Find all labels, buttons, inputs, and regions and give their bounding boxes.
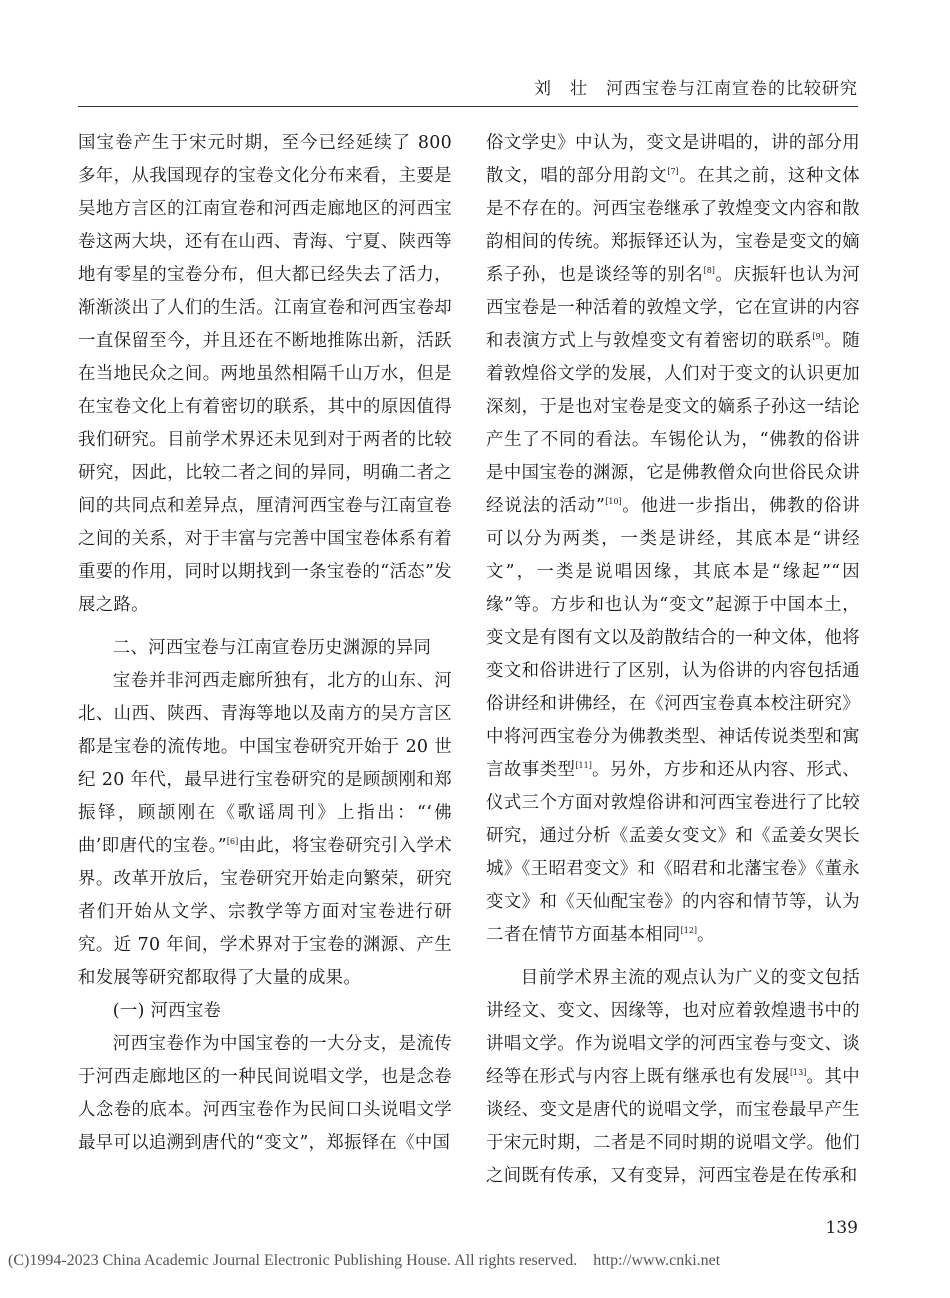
subsection-heading: (一) 河西宝卷 [112,1001,222,1021]
copyright-notice: (C)1994-2023 China Academic Journal Electronic Publishing House. All rights reserved. [8,1252,578,1269]
page-number: 139 [825,1218,858,1238]
footer [8,1252,950,1270]
left-column [78,127,452,1160]
citation-ref: [12] [680,926,698,935]
citation-ref: [9] [812,332,824,341]
header-title: 河西宝卷与江南宣卷的比较研究 [606,79,858,99]
header-author: 刘 壮 [534,79,588,99]
footer-link[interactable]: http://www.cnki.net [593,1252,721,1269]
citation-ref: [7] [667,167,679,176]
paragraph: 目前学术界主流的观点认为广义的变文包括讲经文、变文、因缘等，也对应着敦煌遗书中的讲唱文学。作为说唱文学的河西宝卷与变文、谈经等在形式与内容上既有继承也有发展[13]。其中谈经、变文是唐代的说唱文学，而宝卷最早产生于宋元时期，二者是不同时期的说唱文学。他们之间既有传承，又有变异，河西宝卷是在传承和 [486,968,860,1186]
citation-ref: [8] [703,266,715,275]
paragraph: 国宝卷产生于宋元时期，至今已经延续了 800 多年，从我国现存的宝卷文化分布来看，主要是吴地方言区的江南宣卷和河西走廊地区的河西宝卷这两大块，还有在山西、青海、宁夏、陕西等地有零星的宝卷分布，但大都已经失去了活力，渐渐淡出了人们的生活。江南宣卷和河西宝卷却一直保留至今，并且还在不断地推陈出新，活跃在当地民众之间。两地虽然相隔千山万水，但是在宝卷文化上有着密切的联系，其中的原因值得我们研究。目前学术界还未见到对于两者的比较研究，因此，比较二者之间的异同，明确二者之间的共同点和差异点，厘清河西宝卷与江南宣卷之间的关系，对于丰富与完善中国宝卷体系有着重要的作用，同时以期找到一条宝卷的“活态”发展之路。 [78,133,452,615]
paragraph: 河西宝卷作为中国宝卷的一大分支，是流传于河西走廊地区的一种民间说唱文学，也是念卷人念卷的底本。河西宝卷作为民间口头说唱文学最早可以追溯到唐代的“变文”，郑振铎在《中国 [78,1034,452,1153]
citation-ref: [11] [575,761,592,770]
citation-ref: [10] [605,497,622,506]
header-rule [78,106,858,107]
section-heading: 二、河西宝卷与江南宣卷历史渊源的异同 [112,638,432,658]
running-head [0,74,858,99]
citation-ref: [6] [226,837,239,846]
right-column [486,127,860,1193]
paragraph: 宝卷并非河西走廊所独有，北方的山东、河北、山西、陕西、青海等地以及南方的吴方言区都是宝卷的流传地。中国宝卷研究开始于 20 世纪 20 年代，最早进行宝卷研究的是顾颉刚和郑振铎，顾颉刚在《歌谣周刊》上指出：“‘佛曲’即唐代的宝卷。”[6]由此，将宝卷研究引入学术界。改革开放后，宝卷研究开始走向繁荣，研究者们开始从文学、宗教学等方面对宝卷进行研究。近 70 年间，学术界对于宝卷的渊源、产生和发展等研究都取得了大量的成果。 [78,671,452,988]
citation-ref: [13] [789,1068,807,1077]
paragraph: 俗文学史》中认为，变文是讲唱的，讲的部分用散文，唱的部分用韵文[7]。在其之前，这种文体是不存在的。河西宝卷继承了敦煌变文内容和散韵相间的传统。郑振铎还认为，宝卷是变文的嫡系子孙，也是谈经等的别名[8]。庆振轩也认为河西宝卷是一种活着的敦煌文学，它在宣讲的内容和表演方式上与敦煌变文有着密切的联系[9]。随着敦煌俗文学的发展，人们对于变文的认识更加深刻，于是也对宝卷是变文的嫡系子孙这一结论产生了不同的看法。车锡伦认为，“佛教的俗讲是中国宝卷的渊源，它是佛教僧众向世俗民众讲经说法的活动”[10]。他进一步指出，佛教的俗讲可以分为两类，一类是讲经，其底本是“讲经文”，一类是说唱因缘，其底本是“缘起”“因缘”等。方步和也认为“变文”起源于中国本土，变文是有图有文以及韵散结合的一种文体，他将变文和俗讲进行了区别，认为俗讲的内容包括通俗讲经和讲佛经，在《河西宝卷真本校注研究》中将河西宝卷分为佛教类型、神话传说类型和寓言故事类型[11]。另外，方步和还从内容、形式、仪式三个方面对敦煌俗讲和河西宝卷进行了比较研究，通过分析《孟姜女变文》和《孟姜女哭长城》《王昭君变文》和《昭君和北藩宝卷》《董永变文》和《天仙配宝卷》的内容和情节等，认为二者在情节方面基本相同[12]。 [486,133,861,945]
